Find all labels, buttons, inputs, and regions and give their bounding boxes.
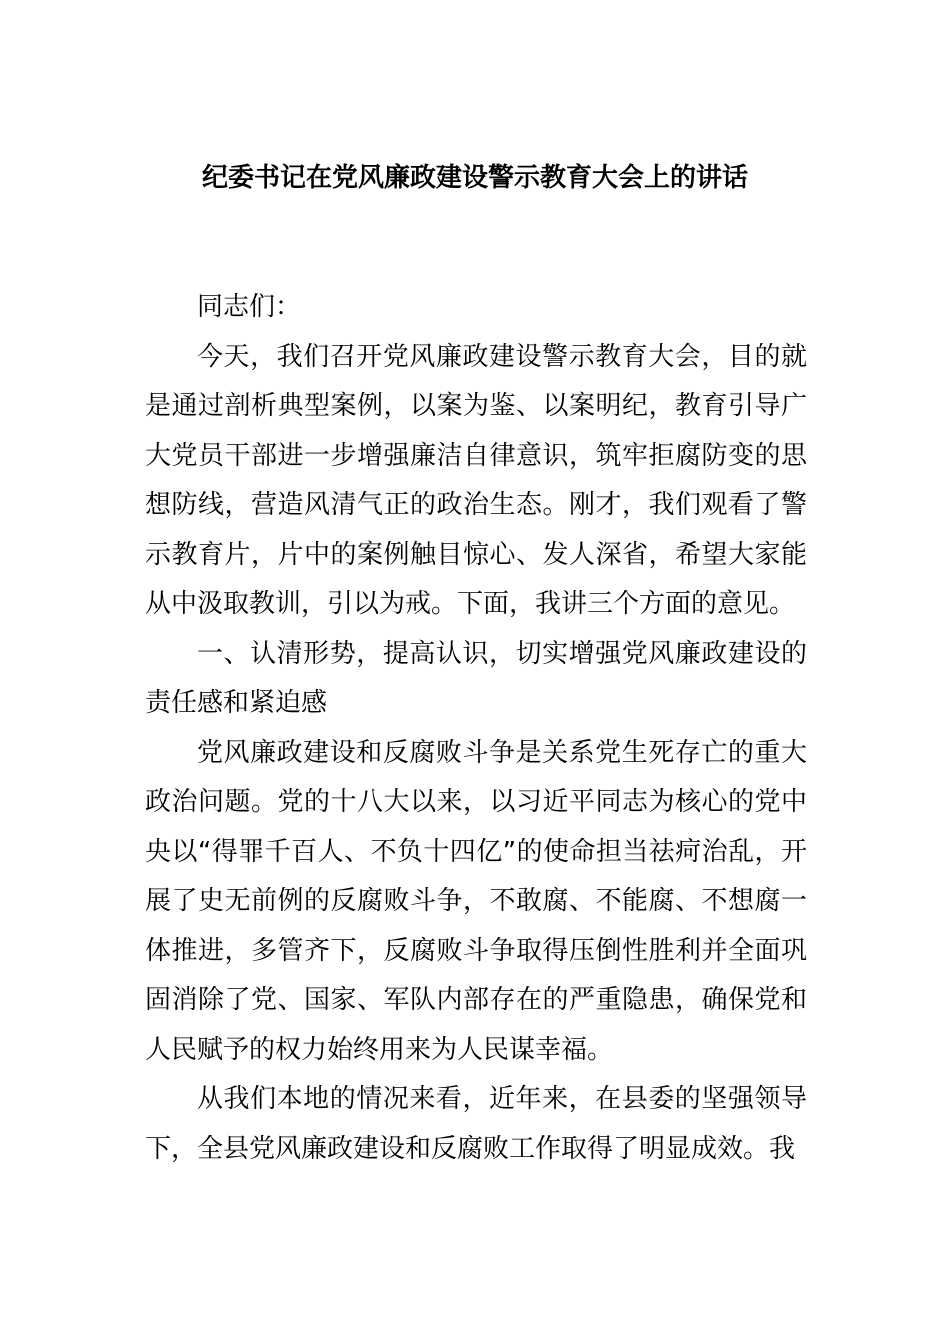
document-title: 纪委书记在党风廉政建设警示教育大会上的讲话	[201, 163, 748, 193]
section-heading-1: 一、认清形势，提高认识，切实增强党风廉政建设的责任感和紧迫感	[145, 638, 807, 718]
paragraph-national-context: 党风廉政建设和反腐败斗争是关系党生死存亡的重大政治问题。党的十八大以来，以习近平同志为核心的党中央以“得罪千百人、不负十四亿”的使命担当祛疴治乱，开展了史无前例的反腐败斗争，不敢腐、不能腐、不想腐一体推进，多管齐下，反腐败斗争取得压倒性胜利并全面巩固消除了党、国家、军队内部存在的严重隐患，确保党和人民赋予的权力始终用来为人民谋幸福。	[145, 737, 807, 1065]
paragraph-local-context: 从我们本地的情况来看，近年来，在县委的坚强领导下，全县党风廉政建设和反腐败工作取得了明显成效。我	[145, 1084, 807, 1164]
salutation: 同志们：	[197, 292, 302, 322]
paragraph-intro: 今天，我们召开党风廉政建设警示教育大会，目的就是通过剖析典型案例，以案为鉴、以案明纪，教育引导广大党员干部进一步增强廉洁自律意识，筑牢拒腐防变的思想防线，营造风清气正的政治生态。刚才，我们观看了警示教育片，片中的案例触目惊心、发人深省，希望大家能从中汲取教训，引以为戒。下面，我讲三个方面的意见。	[145, 341, 807, 619]
document-body	[145, 283, 807, 1174]
